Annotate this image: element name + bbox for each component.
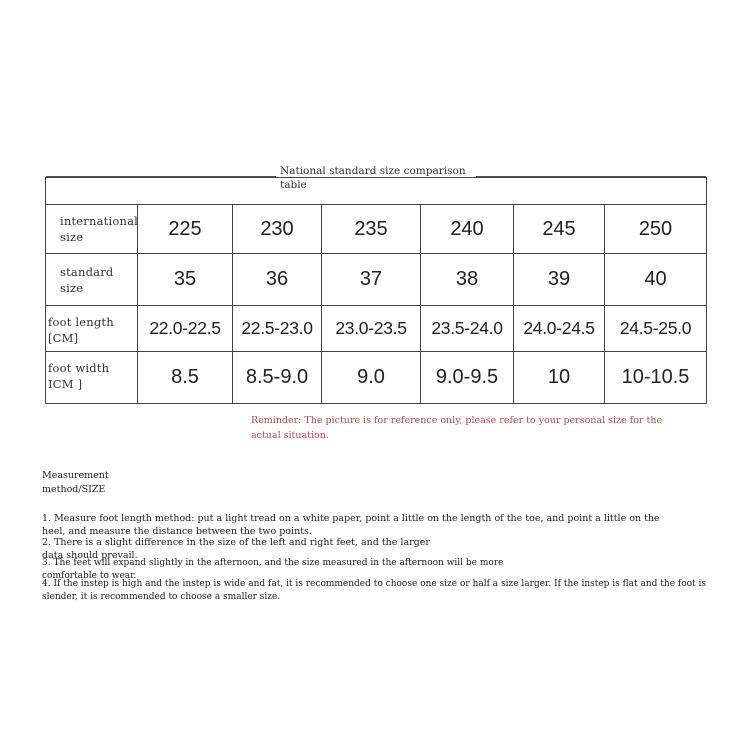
measurement-note: 3. The feet will expand slightly in the afternoon, and the size measured in the afternoon will be more comfortable to wear. (42, 558, 504, 581)
table-cell: 8.5-9.0 (233, 352, 322, 404)
table-cell: 35 (138, 254, 233, 306)
table-cell: 40 (605, 254, 707, 306)
table-cell: 22.0-22.5 (138, 306, 233, 352)
table-cell: 22.5-23.0 (233, 306, 322, 352)
table-row-foot-width (46, 352, 707, 404)
table-cell: 39 (514, 254, 605, 306)
table-cell: 250 (605, 205, 707, 254)
caption-cell (46, 178, 707, 205)
table-cell: 235 (322, 205, 421, 254)
table-cell: 37 (322, 254, 421, 306)
table-cell: 23.0-23.5 (322, 306, 421, 352)
table-cell: 23.5-24.0 (421, 306, 514, 352)
table-cell: 36 (233, 254, 322, 306)
table-cell: 245 (514, 205, 605, 254)
row-label: foot width ICM ] (46, 352, 138, 404)
table-row-international-size (46, 205, 707, 254)
table-cell: 38 (421, 254, 514, 306)
table-caption-row (46, 178, 707, 205)
table-row-foot-length (46, 306, 707, 352)
table-row-standard-size (46, 254, 707, 306)
row-label: international size (46, 205, 138, 254)
table-title: National standard size comparison table (276, 164, 476, 192)
measurement-method-title: Measurement method/SIZE (42, 470, 109, 495)
table-cell: 8.5 (138, 352, 233, 404)
table-cell: 9.0 (322, 352, 421, 404)
table-cell: 10-10.5 (605, 352, 707, 404)
size-comparison-table (45, 177, 707, 404)
row-label: foot length [CM] (46, 306, 138, 352)
table-cell: 24.5-25.0 (605, 306, 707, 352)
reminder-note: Reminder: The picture is for reference only, please refer to your personal size for the actual situation. (251, 415, 663, 441)
table-cell: 10 (514, 352, 605, 404)
measurement-note: 1. Measure foot length method: put a light tread on a white paper, point a little on the length of the toe, and point a little on the heel, and measure the distance between the two points. (42, 513, 660, 537)
table-cell: 230 (233, 205, 322, 254)
table-cell: 24.0-24.5 (514, 306, 605, 352)
table-cell: 9.0-9.5 (421, 352, 514, 404)
row-label: standard size (46, 254, 138, 306)
measurement-note: 4. If the instep is high and the instep is wide and fat, it is recommended to choose one size or half a size larger. If the instep is flat and the foot is slender, it is recommended to choose a smaller size. (42, 579, 707, 602)
table-cell: 225 (138, 205, 233, 254)
table-cell: 240 (421, 205, 514, 254)
measurement-note: 2. There is a slight difference in the size of the left and right feet, and the larger data should prevail. (42, 537, 430, 561)
